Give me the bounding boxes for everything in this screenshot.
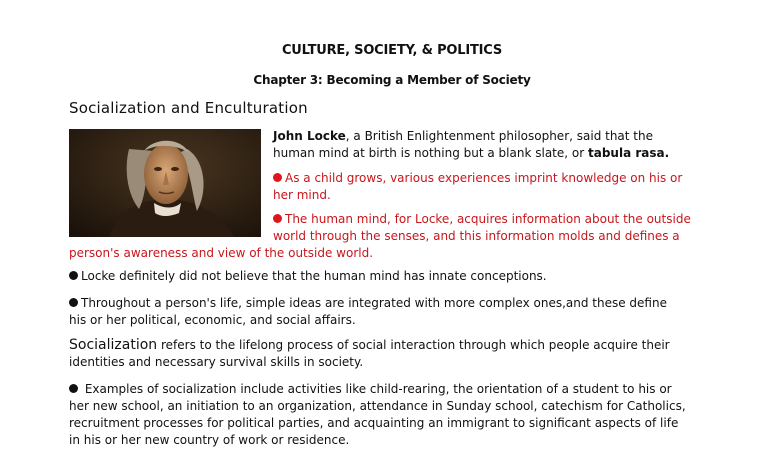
locke-intro-paragraph: John Locke, a British Enlightenment philosopher, said that the human mind at birth is nothing but a blank slate, or tabula rasa. (273, 129, 670, 160)
bullet-socialization-examples: Examples of socialization include activities like child-rearing, the orientation of a student to his or her new school, an initiation to an organization, attendance in Sunday school, catechism for Catholics, recruitment processes for political parties, and acquainting an immigrant to significant aspects of life in his or her new country of work or residence. (69, 382, 686, 447)
tabula-rasa-term: tabula rasa. (587, 146, 670, 160)
bullet-simple-ideas: Throughout a person's life, simple ideas are integrated with more complex ones,and these define his or her political, economic, and social affairs. (69, 296, 667, 327)
socialization-definition: Socialization refers to the lifelong process of social interaction through which people acquire their identities and necessary survival skills in society. (69, 337, 670, 369)
red-bullet-child-grows: As a child grows, various experiences imprint knowledge on his or her mind. (273, 171, 683, 202)
red-bullet-icon (273, 173, 282, 182)
bullet-icon (69, 271, 78, 280)
red-bullet-icon (273, 214, 282, 223)
john-locke-portrait (69, 129, 261, 237)
socialization-term: Socialization (69, 337, 158, 353)
red-bullet-human-mind: The human mind, for Locke, acquires information about the outside world through the senses, and this information molds and defines a (273, 212, 691, 243)
john-locke-name: John Locke (273, 129, 346, 143)
document-title: CULTURE, SOCIETY, & POLITICS (281, 43, 503, 58)
bullet-innate-conceptions: Locke definitely did not believe that the human mind has innate conceptions. (69, 268, 547, 285)
chapter-subtitle: Chapter 3: Becoming a Member of Society (253, 73, 531, 87)
bullet-icon (69, 384, 78, 393)
section-heading: Socialization and Enculturation (69, 99, 308, 117)
red-bullet-human-mind-continued: person's awareness and view of the outside world. (69, 246, 374, 260)
bullet-icon (69, 298, 78, 307)
